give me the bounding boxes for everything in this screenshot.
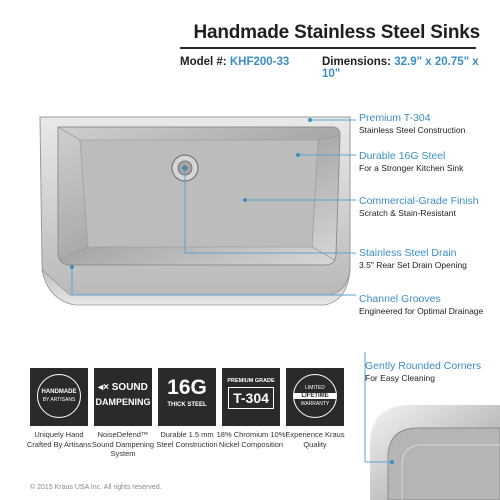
- badge-main-text: DAMPENING: [95, 397, 151, 407]
- badge-sub-text: THICK STEEL: [167, 402, 207, 408]
- sink-image: [0, 95, 360, 315]
- badge-bottom-text: BY ARTISANS: [42, 397, 76, 403]
- badge-main-text: 16G: [167, 376, 207, 399]
- model-number: [180, 56, 289, 68]
- feature-title: Premium T-304: [359, 112, 431, 124]
- badge-caption: NoiseDefend™ Sound Dampening System: [91, 430, 155, 458]
- badge-top-text: PREMIUM GRADE: [227, 378, 275, 384]
- badge-handmade: [30, 368, 88, 426]
- feature-sub: 3.5" Rear Set Drain Opening: [359, 260, 467, 270]
- corner-title: Gently Rounded Corners: [365, 360, 482, 372]
- feature-title: Commercial-Grade Finish: [359, 195, 479, 207]
- page-title: Handmade Stainless Steel Sinks: [193, 22, 480, 43]
- badge-caption: Uniquely Hand Crafted By Artisans: [26, 430, 92, 449]
- corner-detail-image: [350, 350, 500, 500]
- feature-channel-grooves: [359, 293, 499, 317]
- feature-title: Durable 16G Steel: [359, 150, 446, 162]
- copyright: © 2015 Kraus USA Inc. All rights reserved.: [30, 484, 162, 491]
- feature-finish: [359, 195, 499, 219]
- dimensions: [322, 56, 500, 80]
- feature-16g-steel: [359, 150, 499, 174]
- badge-top-text: HANDMADE: [41, 389, 77, 395]
- feature-sub: For a Stronger Kitchen Sink: [359, 163, 464, 173]
- model-value: KHF200-33: [229, 56, 290, 68]
- badge-caption: Experience Kraus Quality: [285, 430, 345, 449]
- badge-top-text: LIMITED: [305, 385, 325, 391]
- badge-t304: [222, 368, 280, 426]
- feature-sub: Scratch & Stain-Resistant: [359, 208, 456, 218]
- sound-icon: ◂× SOUND: [98, 382, 148, 393]
- dims-label: Dimensions:: [322, 56, 392, 68]
- badge-main-text: LIFETIME: [294, 393, 336, 399]
- feature-sub: Stainless Steel Construction: [359, 125, 466, 135]
- badge-bottom-text: WARRANTY: [300, 401, 330, 407]
- feature-title: Channel Grooves: [359, 293, 441, 305]
- model-label: Model #:: [180, 56, 227, 68]
- badge-lifetime-warranty: [286, 368, 344, 426]
- badge-16g: [158, 368, 216, 426]
- feature-sub: Engineered for Optimal Drainage: [359, 306, 484, 316]
- badge-caption: 18% Chromium 10% Nickel Composition: [216, 430, 286, 449]
- feature-title: Stainless Steel Drain: [359, 247, 457, 259]
- feature-premium-t304: [359, 112, 499, 136]
- badge-main-text: T-304: [228, 387, 274, 409]
- dims-value: 32.9" x 20.75" x 10": [322, 56, 479, 80]
- feature-drain: [359, 247, 499, 271]
- badge-sound-dampening: [94, 368, 152, 426]
- badge-caption: Durable 1.5 mm Steel Construction: [156, 430, 218, 449]
- title-divider: [180, 47, 476, 49]
- corner-sub: For Easy Cleaning: [365, 373, 435, 383]
